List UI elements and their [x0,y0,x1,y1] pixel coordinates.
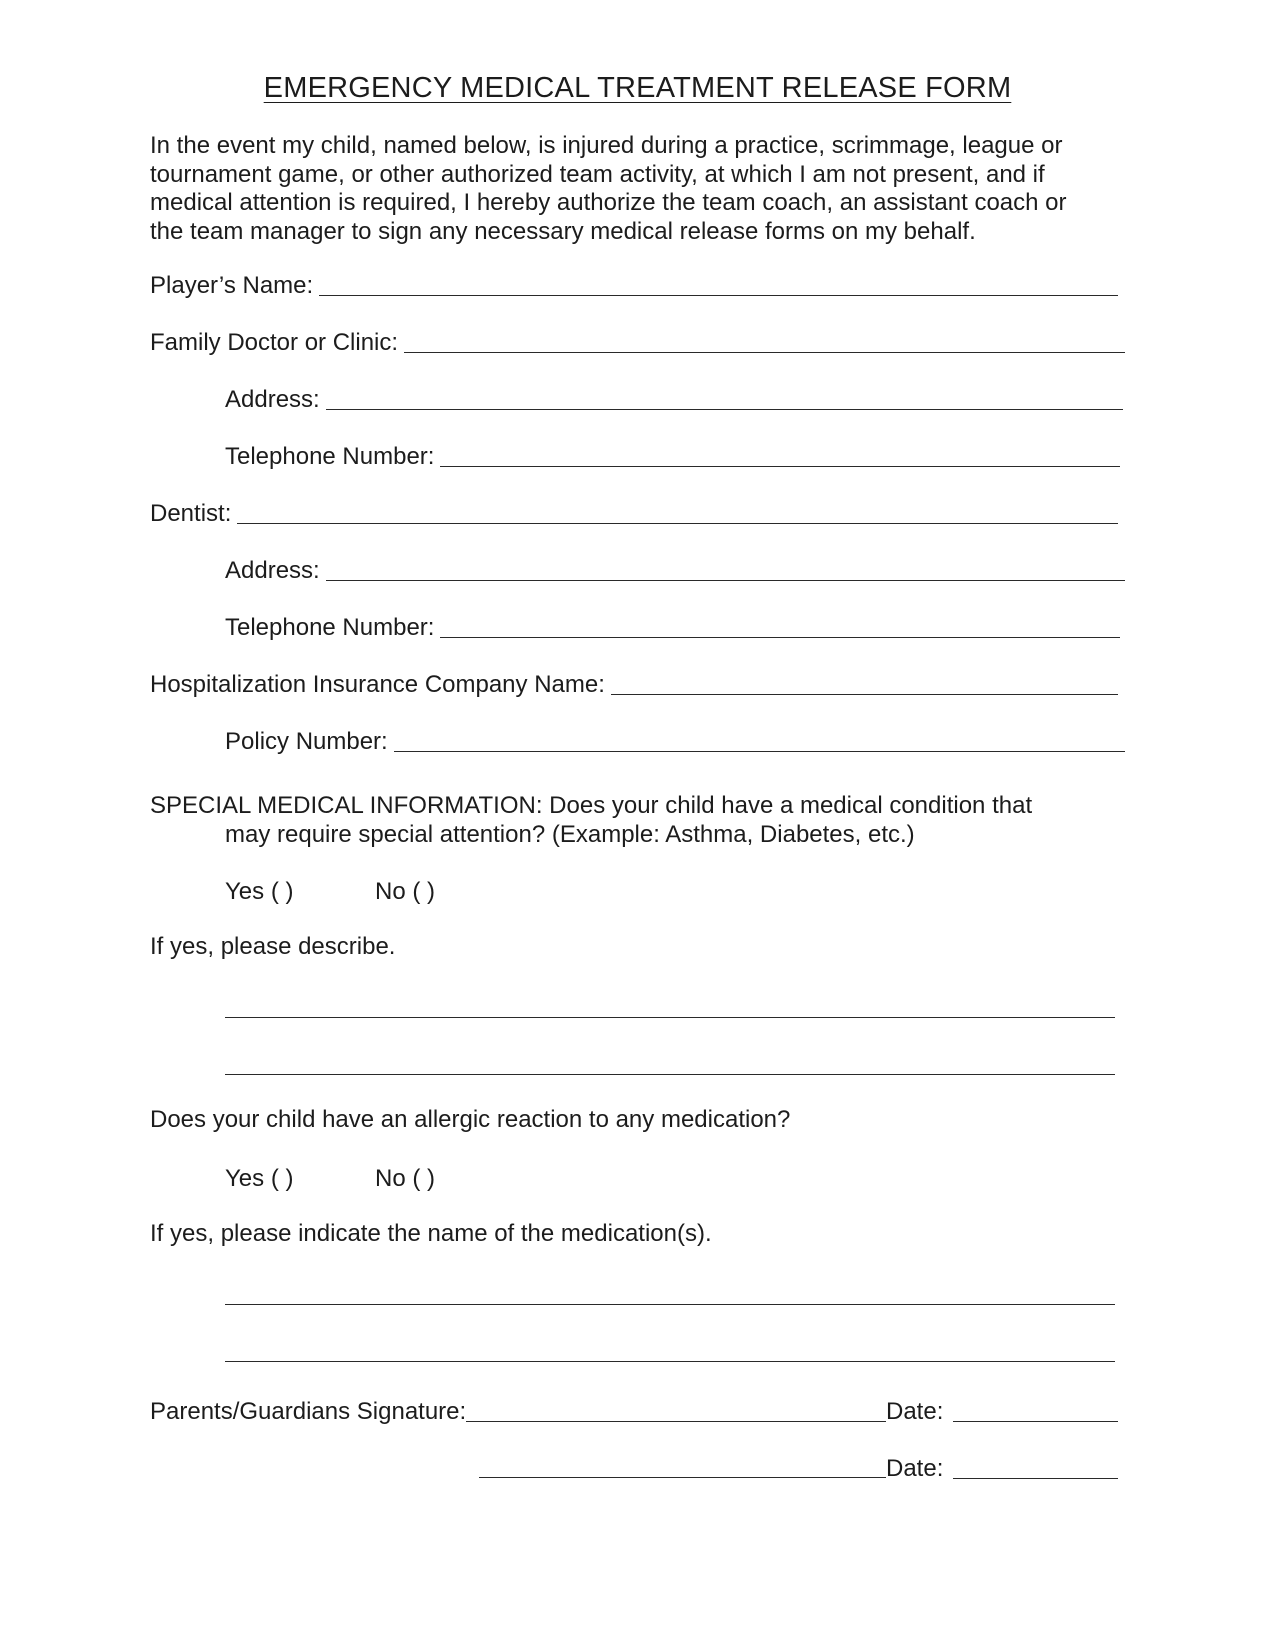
insurance-company-field[interactable] [150,669,1118,699]
player-name-label: Player’s Name: [150,272,314,299]
doctor-phone-label: Telephone Number: [225,443,435,470]
medication-prompt: If yes, please indicate the name of the medication(s). [150,1220,712,1247]
dentist-field[interactable] [150,498,1118,528]
signature-label: Parents/Guardians Signature: [150,1398,467,1425]
intro-line: In the event my child, named below, is injured during a practice, scrimmage, league or [150,132,1063,159]
insurance-company-label: Hospitalization Insurance Company Name: [150,671,605,698]
form-title: EMERGENCY MEDICAL TREATMENT RELEASE FORM [263,72,1012,104]
intro-paragraph [150,132,1150,246]
medication-line[interactable] [225,1360,1115,1362]
describe-line[interactable] [225,1016,1115,1018]
doctor-phone-line[interactable] [440,465,1120,467]
special-medical-question-cont: may require special attention? (Example: Asthma, Diabetes, etc.) [225,821,915,848]
special-medical-no-option[interactable]: No ( ) [375,878,435,905]
signature-line[interactable] [466,1420,886,1422]
policy-number-field[interactable] [225,726,1125,756]
medication-line[interactable] [225,1303,1115,1305]
allergy-question: Does your child have an allergic reaction to any medication? [150,1106,791,1133]
dentist-address-line[interactable] [326,579,1125,581]
intro-line: tournament game, or other authorized team activity, at which I am not present, and if [150,160,1045,188]
dentist-address-label: Address: [225,557,320,584]
describe-prompt: If yes, please describe. [150,933,396,960]
date-label: Date: [886,1398,944,1425]
dentist-phone-field[interactable] [225,612,1120,642]
allergy-yes-option[interactable]: Yes ( ) [225,1165,294,1192]
doctor-address-field[interactable] [225,384,1123,414]
special-medical-yes-option[interactable]: Yes ( ) [225,878,294,905]
family-doctor-field[interactable] [150,327,1125,357]
doctor-phone-field[interactable] [225,441,1120,471]
date-field-1[interactable] [886,1396,1118,1426]
policy-number-line[interactable] [394,750,1125,752]
doctor-address-line[interactable] [326,408,1123,410]
intro-line: medical attention is required, I hereby authorize the team coach, an assistant coach or [150,189,1067,216]
player-name-line[interactable] [319,294,1118,296]
insurance-company-line[interactable] [611,693,1118,695]
allergy-no-option[interactable]: No ( ) [375,1165,435,1192]
special-medical-question: SPECIAL MEDICAL INFORMATION: Does your child have a medical condition that [150,792,1033,819]
policy-number-label: Policy Number: [225,728,388,755]
second-signature-line[interactable] [479,1476,886,1478]
dentist-address-field[interactable] [225,555,1125,585]
describe-line[interactable] [225,1073,1115,1075]
dentist-phone-line[interactable] [440,636,1120,638]
intro-line: the team manager to sign any necessary medical release forms on my behalf. [150,217,976,245]
date-field-2[interactable] [886,1453,1118,1483]
family-doctor-line[interactable] [404,351,1125,353]
doctor-address-label: Address: [225,386,320,413]
player-name-field[interactable] [150,270,1118,300]
family-doctor-label: Family Doctor or Clinic: [150,329,399,356]
signature-field[interactable] [150,1396,886,1426]
dentist-phone-label: Telephone Number: [225,614,435,641]
date-line[interactable] [953,1477,1118,1479]
dentist-label: Dentist: [150,500,232,527]
date-label: Date: [886,1455,944,1482]
date-line[interactable] [953,1420,1118,1422]
dentist-line[interactable] [237,522,1118,524]
